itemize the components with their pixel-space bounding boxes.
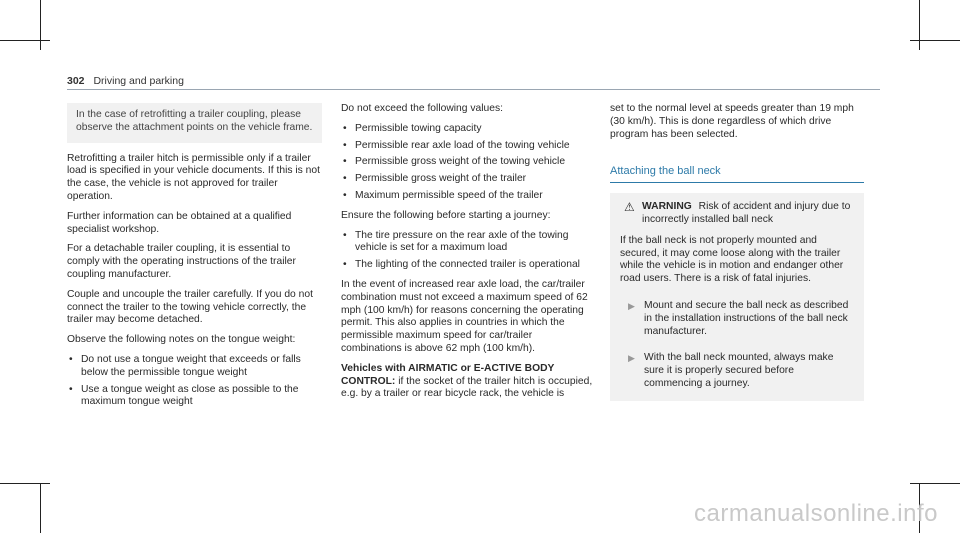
paragraph: Do not exceed the following values: [341, 103, 503, 114]
paragraph: set to the normal level at speeds greater than 19 mph (30 km/h). This is done regardless of which drive program has been selected. [610, 103, 854, 140]
crop-mark [910, 483, 960, 484]
list-item-text: Permissible rear axle load of the towing vehicle [355, 139, 570, 151]
crop-mark [40, 483, 41, 533]
bullet-icon: • [343, 173, 347, 185]
list-item-text: Permissible towing capacity [355, 122, 482, 134]
step-text: Mount and secure the ball neck as described in the installation instructions of the ball neck manufacturer. [644, 299, 849, 337]
bullet-list [341, 230, 593, 272]
list-item-text: Permissible gross weight of the towing vehicle [355, 156, 566, 168]
list-item [67, 354, 322, 380]
paragraph: Further information can be obtained at a qualified specialist workshop. [67, 210, 292, 235]
crop-mark [0, 40, 50, 41]
paragraph: Retrofitting a trailer hitch is permissible only if a trailer load is specified in your vehicle documents. If this is not the case, the vehicle is not approved for trailer operation. [67, 152, 320, 202]
step-text: With the ball neck mounted, always make sure it is properly secured before commencing a journey. [644, 352, 834, 389]
instruction-step [620, 352, 854, 390]
bullet-icon: • [69, 383, 73, 395]
section-name: Driving and parking [93, 75, 184, 87]
column-1 [67, 103, 322, 416]
step-arrow-icon: ▶ [628, 353, 635, 364]
list-item-text: Permissible gross weight of the trailer [355, 173, 527, 185]
crop-mark [919, 0, 920, 50]
paragraph: In the event of increased rear axle load, the car/trailer combination must not exceed a maximum speed of 62 mph (100 km/h) for reasons concerning the operating permit. This also applies in countries in which the permissible maximum speed for car/trailer combinations is above 62 mph (100 km/h). [341, 278, 588, 354]
bullet-icon: • [343, 122, 347, 134]
list-item [67, 384, 322, 410]
step-arrow-icon: ▶ [628, 300, 635, 311]
list-item [341, 173, 593, 186]
paragraph: Observe the following notes on the tongue weight: [67, 334, 296, 346]
instruction-step [620, 300, 854, 338]
warning-box [610, 193, 864, 401]
list-item-text: The lighting of the connected trailer is operational [355, 259, 580, 271]
bullet-icon: • [343, 189, 347, 201]
list-item [341, 190, 593, 203]
crop-mark [910, 40, 960, 41]
warning-text: If the ball neck is not properly mounted and secured, it may come loose along with the trailer while the vehicle is in motion and endanger other road users. There is a risk of fatal injuries. [620, 234, 844, 285]
airmatic-label: Vehicles with AIRMATIC or E-ACTIVE BODY CONTROL: [341, 362, 555, 387]
page-number: 302 [67, 75, 85, 87]
section-title: Attaching the ball neck [610, 165, 721, 178]
column-2 [341, 103, 593, 408]
warning-label: WARNING [642, 201, 692, 213]
paragraph: Ensure the following before starting a journey: [341, 209, 551, 221]
bullet-icon: • [343, 156, 347, 168]
bullet-icon: • [343, 139, 347, 151]
list-item [341, 259, 593, 272]
airmatic-text: if the socket of the trailer hitch is occupied, e.g. by a trailer or rear bicycle rack, the vehicle is [341, 375, 593, 400]
paragraph: Couple and uncouple the trailer carefully. If you do not connect the trailer to the towing vehicle correctly, the trailer may become detached. [67, 288, 313, 326]
list-item [341, 156, 593, 169]
warning-header [620, 201, 854, 227]
crop-mark [0, 483, 50, 484]
header-rule [67, 89, 880, 90]
warning-title: Risk of accident and injury due to incorrectly installed ball neck [642, 201, 851, 225]
list-item-text: Maximum permissible speed of the trailer [355, 189, 543, 201]
list-item [341, 123, 593, 136]
column-3 [610, 103, 864, 401]
crop-mark [40, 0, 41, 50]
watermark: carmanualsonline.info [694, 500, 938, 527]
paragraph: For a detachable trailer coupling, it is essential to comply with the operating instructions of the trailer coupling manufacturer. [67, 243, 296, 280]
bullet-icon: • [69, 353, 73, 365]
list-item-text: The tire pressure on the rear axle of the towing vehicle is set for a maximum load [355, 229, 569, 254]
bullet-list [67, 354, 322, 409]
bullet-list [341, 123, 593, 203]
info-note: In the case of retrofitting a trailer coupling, please observe the attachment points on the vehicle frame. [67, 103, 322, 143]
list-item-text: Do not use a tongue weight that exceeds or falls below the permissible tongue weight [81, 353, 301, 378]
list-item [341, 140, 593, 153]
list-item [341, 230, 593, 256]
bullet-icon: • [343, 259, 347, 271]
section-rule [610, 182, 864, 183]
warning-icon: ⚠ [624, 200, 635, 215]
list-item-text: Use a tongue weight as close as possible to the maximum tongue weight [81, 383, 299, 408]
bullet-icon: • [343, 229, 347, 241]
page-header [67, 75, 184, 87]
paragraph [341, 363, 593, 401]
